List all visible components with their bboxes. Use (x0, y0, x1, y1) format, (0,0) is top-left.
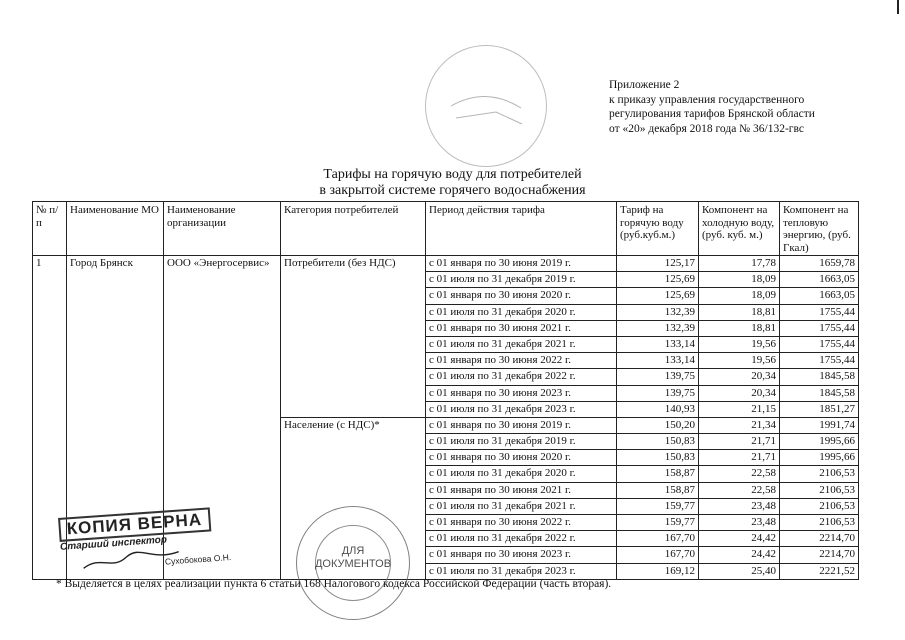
title-line: Тарифы на горячую воду для потребителей (323, 167, 582, 182)
cell-tariff: 125,69 (617, 288, 699, 304)
cell-cold: 24,42 (699, 547, 780, 563)
cell-heat: 1663,05 (780, 272, 859, 288)
cell-tariff: 125,69 (617, 272, 699, 288)
cell-period: с 01 января по 30 июня 2020 г. (426, 450, 617, 466)
cell-tariff: 133,14 (617, 353, 699, 369)
document-title (0, 167, 905, 199)
cell-heat: 2106,53 (780, 498, 859, 514)
cell-cold: 18,09 (699, 272, 780, 288)
cell-period: с 01 июля по 31 декабря 2021 г. (426, 336, 617, 352)
cell-heat: 2214,70 (780, 547, 859, 563)
cell-tariff: 169,12 (617, 563, 699, 579)
footnote: * Выделяется в целях реализации пункта 6 статьи 168 Налогового кодекса Российской Федерации (часть вторая). (56, 578, 612, 590)
cell-heat: 1755,44 (780, 336, 859, 352)
stamp-doc-line: ДОКУМЕНТОВ (314, 558, 392, 570)
stamp-copy-role: Старший инспектор (59, 534, 168, 553)
cell-period: с 01 июля по 31 декабря 2022 г. (426, 369, 617, 385)
header-tariff: Тариф на горячую воду (руб.куб.м.) (617, 202, 699, 256)
cell-cold: 22,58 (699, 482, 780, 498)
cell-cold: 23,48 (699, 515, 780, 531)
cell-cold: 18,81 (699, 304, 780, 320)
cell-tariff: 140,93 (617, 401, 699, 417)
cell-tariff: 132,39 (617, 320, 699, 336)
cell-heat: 1663,05 (780, 288, 859, 304)
cell-tariff: 150,83 (617, 450, 699, 466)
cell-heat: 1995,66 (780, 450, 859, 466)
cell-tariff: 159,77 (617, 515, 699, 531)
cell-heat: 2221,52 (780, 563, 859, 579)
cell-period: с 01 июля по 31 декабря 2023 г. (426, 563, 617, 579)
cell-cold: 20,34 (699, 369, 780, 385)
cell-tariff: 132,39 (617, 304, 699, 320)
cell-heat: 1851,27 (780, 401, 859, 417)
header-cold: Компонент на холодную воду, (руб. куб. м.) (699, 202, 780, 256)
cell-period: с 01 января по 30 июня 2022 г. (426, 353, 617, 369)
cell-heat: 2106,53 (780, 515, 859, 531)
cell-period: с 01 июля по 31 декабря 2021 г. (426, 498, 617, 514)
cell-cold: 17,78 (699, 256, 780, 272)
cell-heat: 2214,70 (780, 531, 859, 547)
cell-tariff: 158,87 (617, 466, 699, 482)
table-row (33, 256, 859, 272)
round-seal-stamp (425, 45, 547, 167)
cell-cold: 24,42 (699, 531, 780, 547)
appendix-note (609, 78, 899, 136)
cell-period: с 01 января по 30 июня 2023 г. (426, 385, 617, 401)
cell-cold: 21,71 (699, 450, 780, 466)
cell-heat: 2106,53 (780, 466, 859, 482)
appendix-line: от «20» декабря 2018 года № 36/132-гвс (609, 122, 804, 135)
cell-heat: 1659,78 (780, 256, 859, 272)
copy-certified-stamp (58, 506, 232, 580)
cell-period: с 01 января по 30 июня 2021 г. (426, 482, 617, 498)
cell-period: с 01 января по 30 июня 2019 г. (426, 256, 617, 272)
cell-period: с 01 января по 30 июня 2021 г. (426, 320, 617, 336)
header-heat: Компонент на тепловую энергию, (руб. Гкал) (780, 202, 859, 256)
title-line: в закрытой системе горячего водоснабжения (319, 183, 586, 198)
cell-heat: 1755,44 (780, 320, 859, 336)
cell-category: Население (с НДС)* (281, 417, 426, 579)
cell-period: с 01 июля по 31 декабря 2019 г. (426, 434, 617, 450)
header-mo: Наименование МО (67, 202, 164, 256)
cell-cold: 21,34 (699, 417, 780, 433)
cell-tariff: 139,75 (617, 369, 699, 385)
cell-mo: Город Брянск (67, 256, 164, 580)
cell-heat: 2106,53 (780, 482, 859, 498)
cell-period: с 01 июля по 31 декабря 2020 г. (426, 304, 617, 320)
cell-tariff: 133,14 (617, 336, 699, 352)
cell-tariff: 139,75 (617, 385, 699, 401)
header-org: Наименование организации (164, 202, 281, 256)
cell-cold: 22,58 (699, 466, 780, 482)
appendix-line: к приказу управления государственного (609, 93, 805, 106)
cell-org: ООО «Энергосервис» (164, 256, 281, 580)
cell-tariff: 159,77 (617, 498, 699, 514)
cell-cold: 18,09 (699, 288, 780, 304)
cell-heat: 1995,66 (780, 434, 859, 450)
cell-cold: 19,56 (699, 353, 780, 369)
cell-cold: 21,15 (699, 401, 780, 417)
stamp-doc-line: ДЛЯ (341, 545, 365, 557)
cell-period: с 01 июля по 31 декабря 2019 г. (426, 272, 617, 288)
cell-heat: 1755,44 (780, 304, 859, 320)
cell-category: Потребители (без НДС) (281, 256, 426, 418)
appendix-line: Приложение 2 (609, 79, 680, 91)
cell-num: 1 (33, 256, 67, 580)
cell-tariff: 158,87 (617, 482, 699, 498)
cell-cold: 25,40 (699, 563, 780, 579)
cell-cold: 21,71 (699, 434, 780, 450)
stamp-copy-name: Сухобокова О.Н. (164, 552, 232, 567)
cell-period: с 01 июля по 31 декабря 2020 г. (426, 466, 617, 482)
cell-period: с 01 июля по 31 декабря 2023 г. (426, 401, 617, 417)
cell-cold: 23,48 (699, 498, 780, 514)
appendix-line: регулирования тарифов Брянской области (609, 108, 815, 120)
cell-heat: 1845,58 (780, 385, 859, 401)
cell-cold: 20,34 (699, 385, 780, 401)
for-documents-stamp (296, 506, 410, 620)
header-num: № п/п (33, 202, 67, 256)
page-edge-mark (897, 0, 899, 14)
header-category: Категория потребителей (281, 202, 426, 256)
cell-period: с 01 января по 30 июня 2023 г. (426, 547, 617, 563)
cell-tariff: 150,83 (617, 434, 699, 450)
cell-cold: 19,56 (699, 336, 780, 352)
cell-tariff: 167,70 (617, 531, 699, 547)
cell-heat: 1845,58 (780, 369, 859, 385)
cell-cold: 18,81 (699, 320, 780, 336)
cell-heat: 1991,74 (780, 417, 859, 433)
header-period: Период действия тарифа (426, 202, 617, 256)
stamp-copy-title: КОПИЯ ВЕРНА (58, 507, 211, 542)
cell-period: с 01 января по 30 июня 2022 г. (426, 515, 617, 531)
cell-tariff: 150,20 (617, 417, 699, 433)
cell-heat: 1755,44 (780, 353, 859, 369)
table-header-row (33, 202, 859, 256)
cell-tariff: 167,70 (617, 547, 699, 563)
cell-period: с 01 января по 30 июня 2020 г. (426, 288, 617, 304)
cell-period: с 01 июля по 31 декабря 2022 г. (426, 531, 617, 547)
cell-tariff: 125,17 (617, 256, 699, 272)
cell-period: с 01 января по 30 июня 2019 г. (426, 417, 617, 433)
